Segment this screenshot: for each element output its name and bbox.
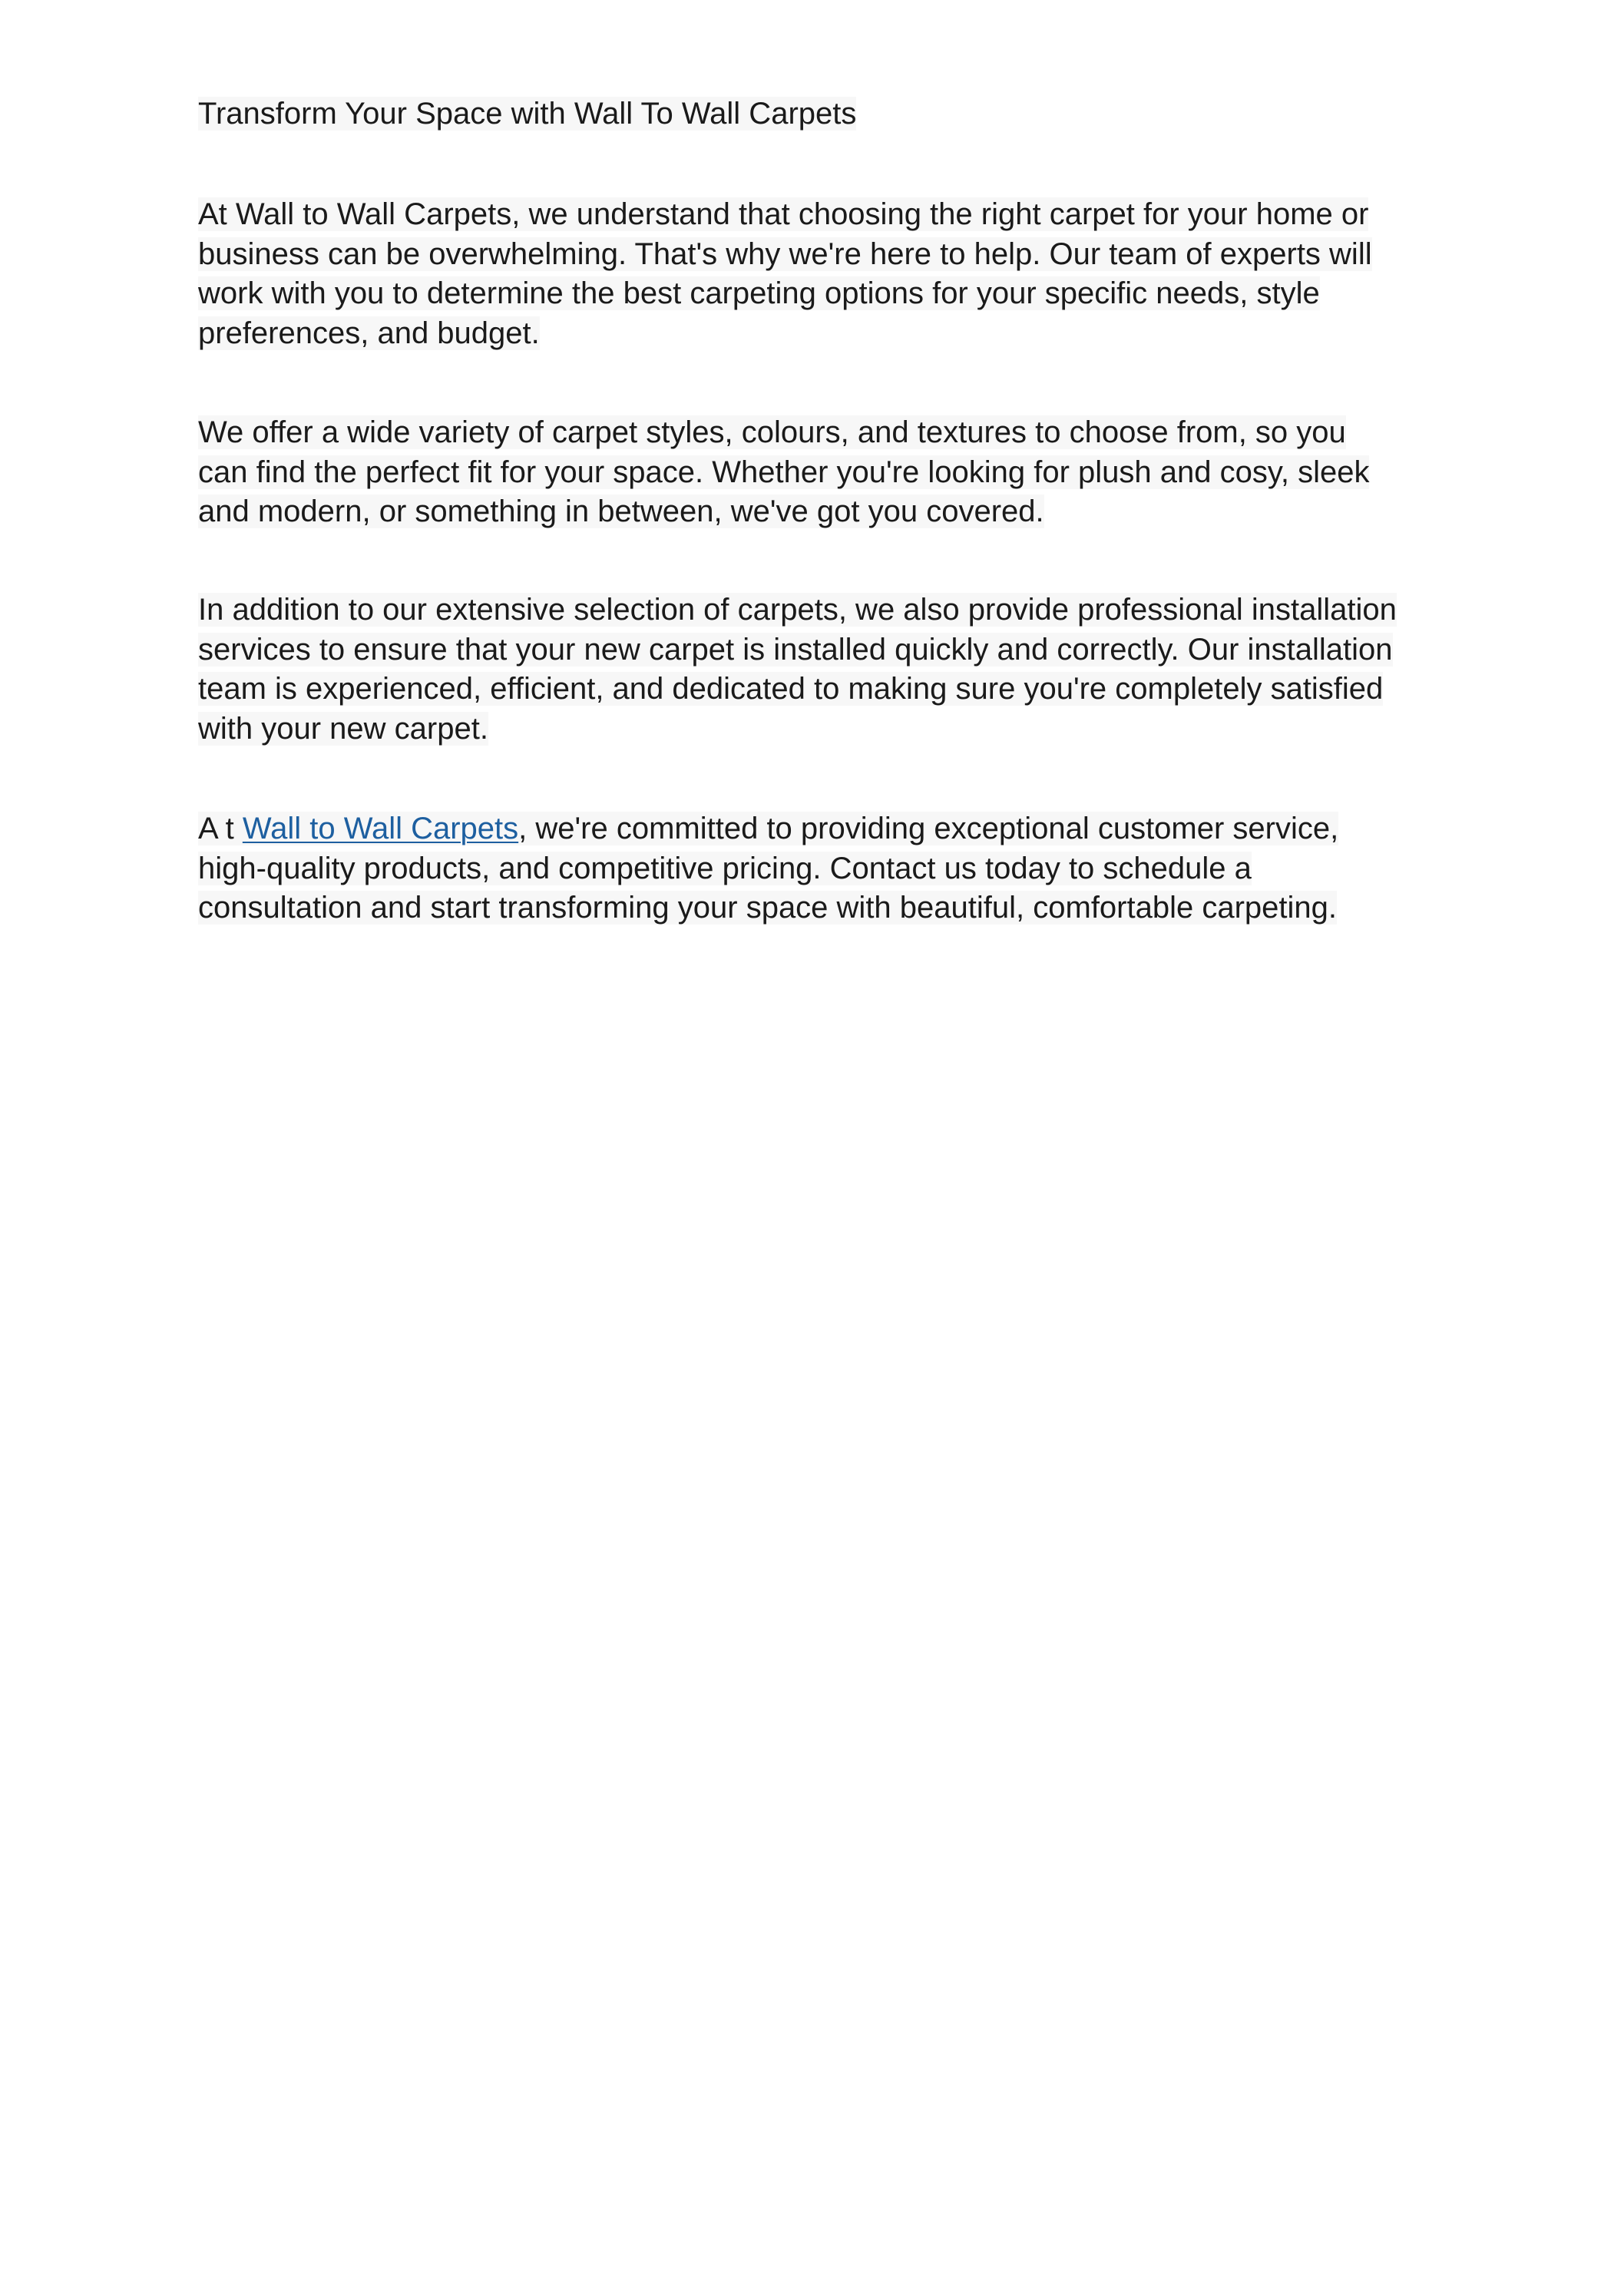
paragraph-line: business can be overwhelming. That's why we're here to help. Our team of experts will [198,237,1372,271]
paragraph-installation [198,591,1465,749]
paragraph-line: team is experienced, efficient, and dedicated to making sure you're completely satisfied [198,672,1384,706]
paragraph-prefix: A t [198,812,243,845]
paragraph-line: In addition to our extensive selection of carpets, we also provide professional installation [198,593,1397,627]
paragraph-line: can find the perfect fit for your space. Whether you're looking for plush and cosy, sleek [198,455,1370,489]
paragraph-line-suffix: , we're committed to providing exceptional customer service, [518,812,1339,845]
paragraph-variety [198,413,1465,532]
paragraph-line: high-quality products, and competitive pricing. Contact us today to schedule a [198,851,1252,885]
paragraph-line: services to ensure that your new carpet is installed quickly and correctly. Our installation [198,632,1393,667]
paragraph-line: work with you to determine the best carpeting options for your specific needs, style [198,276,1320,310]
document-title-text: Transform Your Space with Wall To Wall Carpets [198,97,857,131]
wall-to-wall-carpets-link[interactable]: Wall to Wall Carpets [242,812,519,845]
paragraph-intro [198,195,1465,353]
document-title [198,94,856,134]
paragraph-line: and modern, or something in between, we've got you covered. [198,495,1044,528]
paragraph-line: We offer a wide variety of carpet styles, colours, and textures to choose from, so you [198,415,1346,449]
paragraph-line: preferences, and budget. [198,316,540,350]
paragraph-line: consultation and start transforming your space with beautiful, comfortable carpeting. [198,891,1338,925]
paragraph-line: At Wall to Wall Carpets, we understand that choosing the right carpet for your home or [198,197,1369,231]
paragraph-commitment [198,809,1465,928]
paragraph-line: with your new carpet. [198,711,488,746]
